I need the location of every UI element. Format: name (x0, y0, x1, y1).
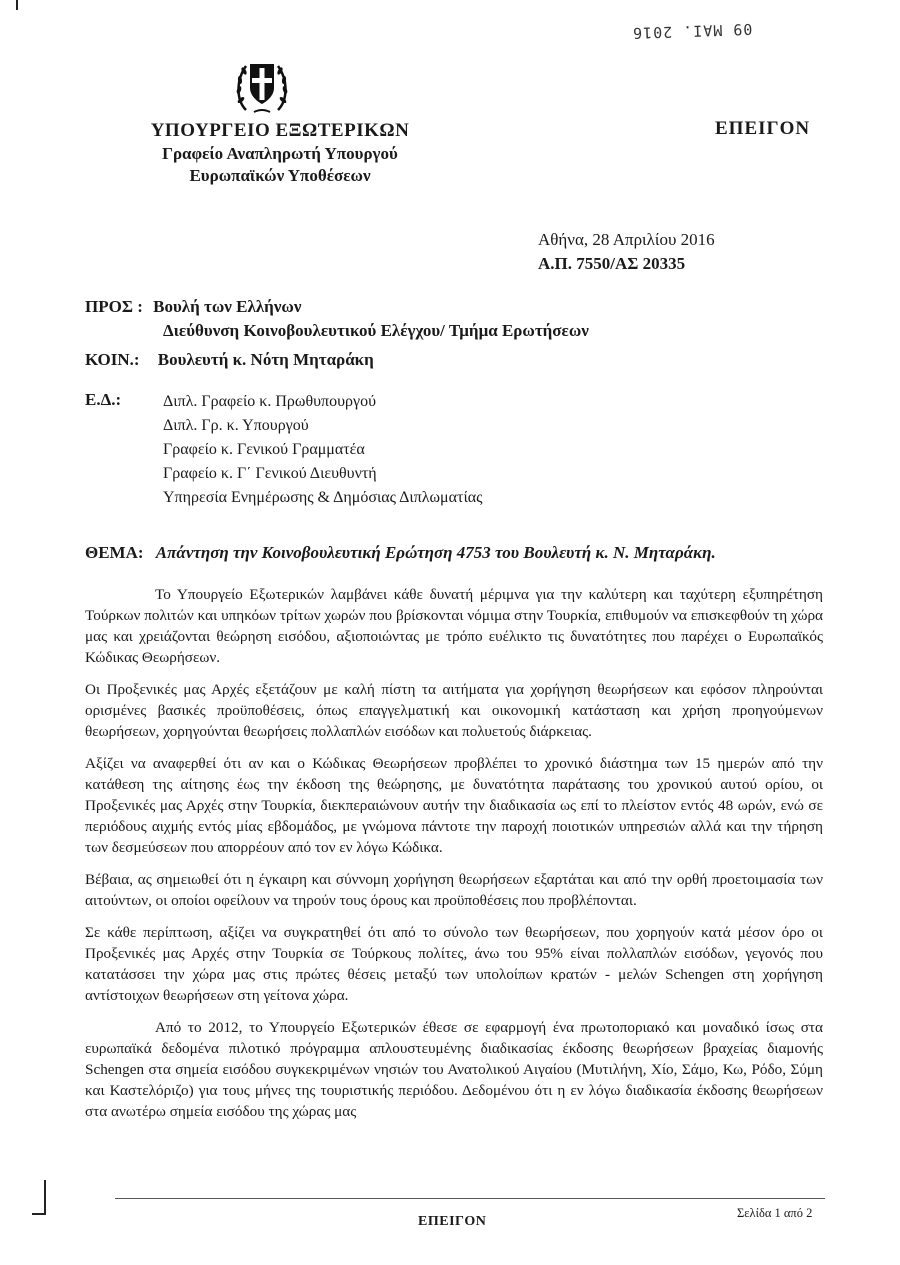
body-paragraph: Βέβαια, ας σημειωθεί ότι η έγκαιρη και σύννομη χορήγηση θεωρήσεων εξαρτάται και από την ορθή προετοιμασία των αιτούντων, οι οποίοι οφείλουν να τηρούν τους όρους και προϋποθέσεις που προβλέπονται. (85, 871, 823, 909)
body-paragraph: Οι Προξενικές μας Αρχές εξετάζουν με καλή πίστη τα αιτήματα για χορήγηση θεωρήσεων και εφόσον πληρούνται ορισμένες βασικές προϋποθέσεις, όπως επαγγελματική και οικονομική κατάσταση και χρήση προηγούμενων θεωρήσεων, χορηγούνται θεωρήσεις πολλαπλών εισόδων και πολυετούς διάρκειας. (85, 681, 823, 740)
body-paragraph: Σε κάθε περίπτωση, αξίζει να συγκρατηθεί ότι από το σύνολο των θεωρήσεων, που χορηγούν κατά μέσον όρο οι Προξενικές μας Αρχές στην Τουρκία σε Τούρκους πολίτες, άνω του 95% είναι πολλαπλών εισόδων, γεγονός που κατατάσσει την χώρα μας στις πρώτες θέσεις μεταξύ των υπολοίπων κρατών - μελών Schengen στη χορήγηση αντίστοιχων θεωρήσεων στη γείτονα χώρα. (85, 924, 823, 1004)
ed-item: Γραφείο κ. Γενικού Γραμματέα (163, 441, 365, 458)
body-paragraph: Από το 2012, το Υπουργείο Εξωτερικών έθεσε σε εφαρμογή ένα πρωτοποριακό και μοναδικό ίσως στα ευρωπαϊκά δεδομένα πιλοτικό πρόγραμμα απλουστευμένης διαδικασίας έκδοσης θεωρήσεων βραχείας διαμονής Schengen στα σημεία εισόδου συγκεκριμένων νησιών του Ανατολικού Αιγαίου (Μυτιλήνη, Χίο, Σάμο, Κω, Ρόδο, Σύμη και Καστελόριζο) για τους μήνες της τουριστικής περιόδου. Δεδομένου ότι η εν λόγω διαδικασία έκδοσης θεωρήσεων στα ανωτέρω σημεία εισόδου της χώρας μας (85, 1019, 823, 1120)
ministry-header (140, 118, 420, 187)
ed-item: Διπλ. Γρ. κ. Υπουργού (163, 417, 309, 434)
subject-text: Απάντηση την Κοινοβουλευτική Ερώτηση 4753 του Βουλευτή κ. Ν. Μηταράκη. (155, 543, 716, 562)
koin-block (85, 350, 374, 370)
date-block (538, 228, 715, 276)
greek-coat-of-arms-icon (232, 52, 292, 116)
received-stamp: 09 ΜΑΙ. 2016 (631, 19, 753, 43)
ministry-name: ΥΠΟΥΡΓΕΙΟ ΕΞΩΤΕΡΙΚΩΝ (150, 120, 410, 141)
koin-value: Βουλευτή κ. Νότη Μηταράκη (157, 350, 374, 369)
to-line-1: Βουλή των Ελλήνων (153, 297, 302, 316)
page-number: Σελίδα 1 από 2 (737, 1206, 813, 1220)
footer-classification: ΕΠΕΙΓΟΝ (418, 1214, 487, 1229)
ed-item: Γραφείο κ. Γ΄ Γενικού Διευθυντή (163, 465, 377, 482)
ed-item: Διπλ. Γραφείο κ. Πρωθυπουργού (163, 393, 376, 410)
scan-mark-top-left (16, 0, 18, 10)
subject-label: ΘΕΜΑ: (85, 543, 144, 562)
ed-item: Υπηρεσία Ενημέρωσης & Δημόσιας Διπλωματίας (163, 489, 483, 506)
department-name: Ευρωπαϊκών Υποθέσεων (189, 166, 371, 185)
to-label: ΠΡΟΣ : (85, 297, 143, 316)
scan-mark-left-hook (44, 1180, 46, 1215)
classification-label: ΕΠΕΙΓΟΝ (715, 118, 811, 139)
footer-divider (115, 1198, 825, 1199)
letter-body (85, 584, 823, 1133)
scan-mark-left-hook-base (32, 1213, 46, 1215)
subject-line (85, 543, 716, 563)
koin-label: ΚΟΙΝ.: (85, 350, 140, 369)
date-line: Αθήνα, 28 Απριλίου 2016 (538, 230, 715, 249)
office-name: Γραφείο Αναπληρωτή Υπουργού (162, 144, 398, 163)
body-paragraph: Το Υπουργείο Εξωτερικών λαμβάνει κάθε δυνατή μέριμνα για την καλύτερη και ταχύτερη εξυπηρέτηση Τούρκων πολιτών και υπηκόων τρίτων χωρών που βρίσκονται νόμιμα στην Τουρκία, επιθυμούν να επισκεφθούν τη χώρα μας και χρειάζονται θεώρηση εισόδου, αξιοποιώντας με τρόπο ευέλικτο τις δυνατότητες που παρέχει ο Ευρωπαϊκός Κώδικας Θεωρήσεων. (85, 586, 823, 666)
ed-list (163, 390, 482, 510)
body-paragraph: Αξίζει να αναφερθεί ότι αν και ο Κώδικας Θεωρήσεων προβλέπει το χρονικό διάστημα των 15 ημερών από την κατάθεση της αίτησης έως την έκδοση της θεώρησης, με δυνατότητα παράτασης του χρονικού αυτού ορίου, οι Προξενικές μας Αρχές στην Τουρκία, διεκπεραιώνουν αυτήν την διαδικασία ως επί το πλείστον εντός 48 ωρών, ενώ σε περιόδους αιχμής εντός μίας εβδομάδος, με γνώμονα πάντοτε την παροχή ποιοτικών υπηρεσιών αλλά και την τήρηση των δεσμεύσεων που απορρέουν από τον εν λόγω Κώδικα. (85, 755, 823, 856)
to-line-2: Διεύθυνση Κοινοβουλευτικού Ελέγχου/ Τμήμα Ερωτήσεων (163, 321, 589, 340)
ed-label: Ε.Δ.: (85, 390, 122, 409)
to-block (85, 295, 589, 343)
protocol-number: Α.Π. 7550/ΑΣ 20335 (538, 254, 686, 273)
